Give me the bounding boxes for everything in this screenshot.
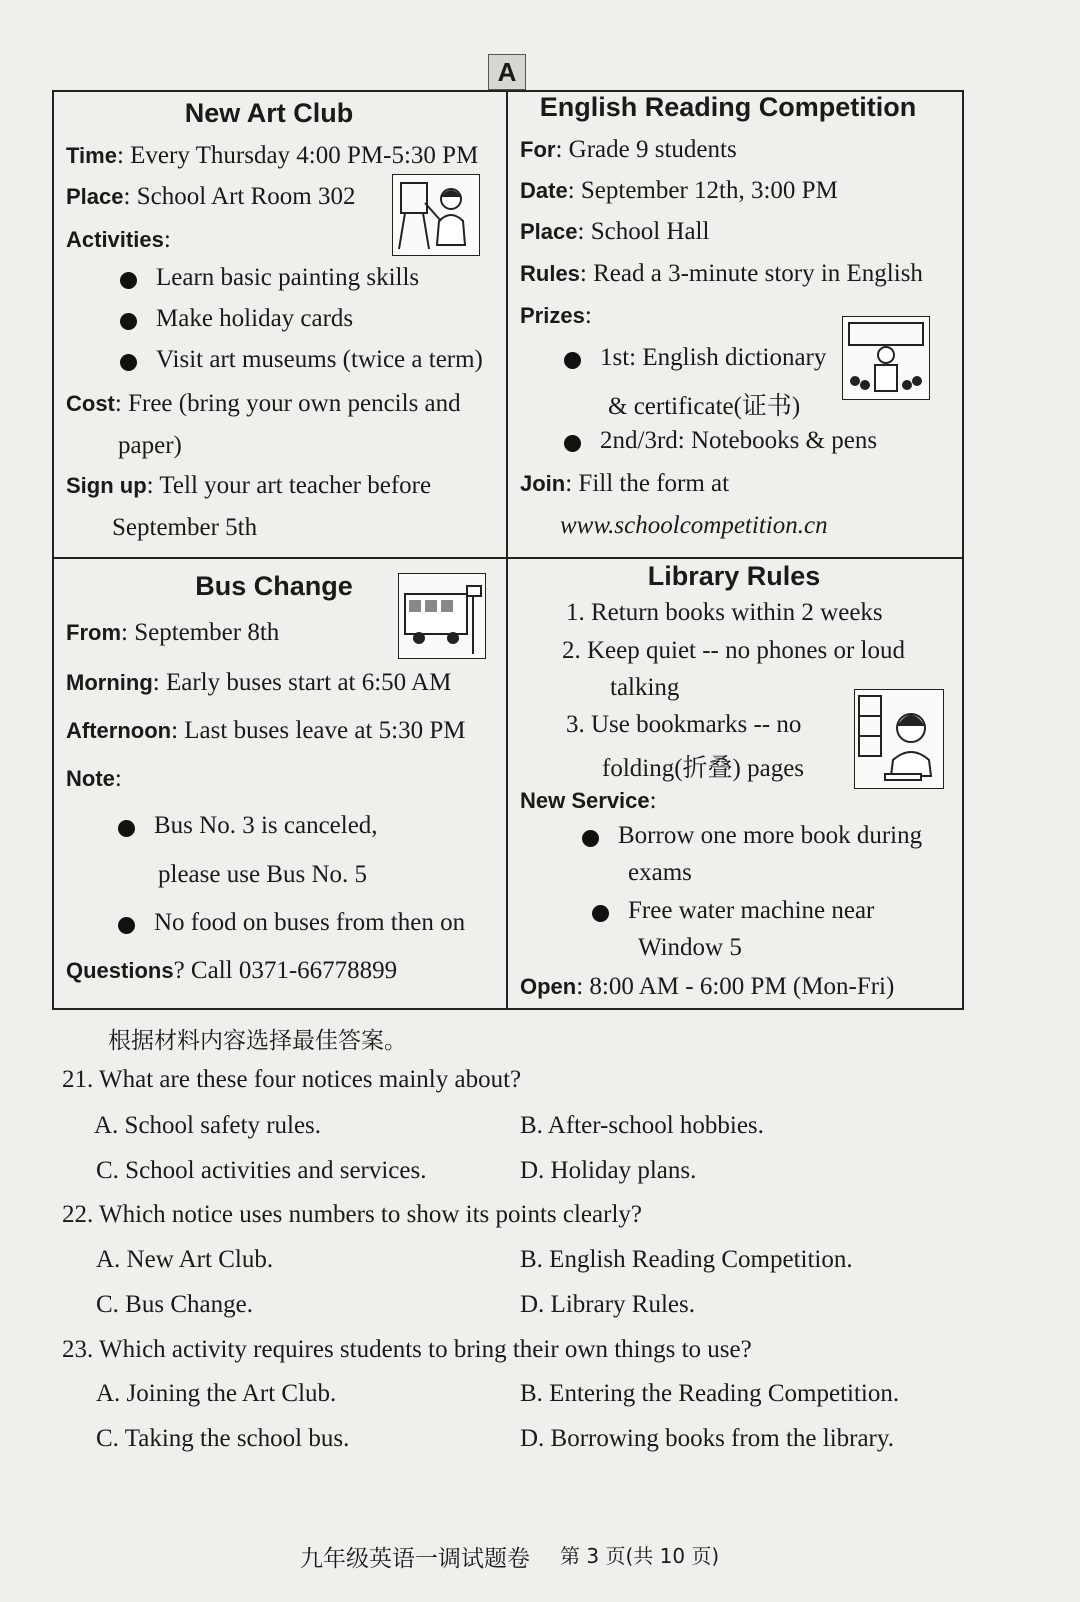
field-value-continued: September 5th xyxy=(112,514,258,541)
field-label: Prizes xyxy=(520,303,585,328)
field-label: Sign up xyxy=(66,473,147,498)
field-value: : September 12th, 3:00 PM xyxy=(567,177,838,204)
list-item: Visit art museums (twice a term) xyxy=(156,346,483,373)
option-d[interactable]: D. Borrowing books from the library. xyxy=(520,1425,895,1452)
question-stem: 23. Which activity requires students to bring their own things to use? xyxy=(62,1336,752,1363)
field-label: Morning xyxy=(66,670,153,695)
field-colon: : xyxy=(649,787,657,814)
field-label: Place xyxy=(520,219,578,244)
field-label: Join xyxy=(520,471,566,496)
list-item-continued: exams xyxy=(628,859,692,886)
footer-page-number: 第 3 页(共 10 页) xyxy=(560,1544,720,1568)
list-item: Make holiday cards xyxy=(156,305,354,332)
speaker-podium-icon xyxy=(842,316,930,400)
option-b[interactable]: B. After-school hobbies. xyxy=(520,1112,764,1139)
section-label: A xyxy=(488,54,526,90)
field-value: : Fill the form at xyxy=(565,470,730,497)
notice-art-club xyxy=(54,92,506,557)
rule-item-continued: folding(折叠) pages xyxy=(602,755,805,782)
field-label: Note xyxy=(66,766,115,791)
field-label: Time xyxy=(66,143,117,168)
field-colon: : xyxy=(114,765,122,792)
notice-grid xyxy=(52,90,964,1010)
field-value: : School Hall xyxy=(577,218,710,245)
field-value-continued: paper) xyxy=(118,432,182,459)
field-value: : School Art Room 302 xyxy=(123,183,356,210)
option-a[interactable]: A. Joining the Art Club. xyxy=(96,1380,337,1407)
notice-reading-competition xyxy=(508,92,964,557)
field-label: Date xyxy=(520,178,568,203)
field-value: : Last buses leave at 5:30 PM xyxy=(171,717,466,744)
list-item: No food on buses from then on xyxy=(154,909,466,936)
reading-girl-icon xyxy=(854,689,944,789)
field-label: Afternoon xyxy=(66,718,172,743)
field-value: ? Call 0371-66778899 xyxy=(173,957,398,984)
field-label: For xyxy=(520,137,556,162)
list-item: Learn basic painting skills xyxy=(156,264,420,291)
notice-bus-change xyxy=(54,559,506,1009)
option-a[interactable]: A. School safety rules. xyxy=(94,1112,322,1139)
join-url-link[interactable]: www.schoolcompetition.cn xyxy=(560,512,828,539)
field-value: : Every Thursday 4:00 PM-5:30 PM xyxy=(116,142,479,169)
field-value: : Tell your art teacher before xyxy=(146,472,432,499)
option-b[interactable]: B. English Reading Competition. xyxy=(520,1246,853,1273)
option-d[interactable]: D. Library Rules. xyxy=(520,1291,695,1318)
field-value: : September 8th xyxy=(121,619,280,646)
option-d[interactable]: D. Holiday plans. xyxy=(520,1157,697,1184)
list-item: 2nd/3rd: Notebooks & pens xyxy=(600,427,878,454)
notice-title: Bus Change xyxy=(195,571,353,601)
list-item: 1st: English dictionary xyxy=(600,344,827,371)
field-label: New Service xyxy=(520,788,650,813)
option-c[interactable]: C. Taking the school bus. xyxy=(96,1425,350,1452)
field-label: Open xyxy=(520,974,577,999)
field-label: Cost xyxy=(66,391,115,416)
field-value: : Read a 3-minute story in English xyxy=(579,260,923,287)
question-stem: 21. What are these four notices mainly about? xyxy=(62,1066,522,1093)
field-label: Questions xyxy=(66,958,174,983)
list-item-continued: please use Bus No. 5 xyxy=(158,861,367,888)
option-b[interactable]: B. Entering the Reading Competition. xyxy=(520,1380,900,1407)
field-label: From xyxy=(66,620,121,645)
option-c[interactable]: C. Bus Change. xyxy=(96,1291,253,1318)
field-label: Place xyxy=(66,184,124,209)
field-colon: : xyxy=(163,226,171,253)
field-colon: : xyxy=(584,302,592,329)
notice-library-rules xyxy=(508,559,964,1009)
option-c[interactable]: C. School activities and services. xyxy=(96,1157,427,1184)
painting-girl-icon xyxy=(392,174,480,256)
list-item-continued: & certificate(证书) xyxy=(608,393,801,420)
notice-title: English Reading Competition xyxy=(539,92,917,122)
field-label: Activities xyxy=(66,227,164,252)
question-stem: 22. Which notice uses numbers to show its points clearly? xyxy=(62,1201,642,1228)
footer-exam-title: 九年级英语一调试题卷 xyxy=(300,1546,530,1572)
field-value: : 8:00 AM - 6:00 PM (Mon-Fri) xyxy=(576,973,895,1000)
notice-title: New Art Club xyxy=(184,98,354,128)
list-item: Bus No. 3 is canceled, xyxy=(154,812,378,839)
field-label: Rules xyxy=(520,261,580,286)
rule-item: 3. Use bookmarks -- no xyxy=(566,711,802,738)
list-item-continued: Window 5 xyxy=(638,934,742,961)
school-bus-icon xyxy=(398,573,486,659)
notice-title: Library Rules xyxy=(647,561,821,591)
rule-item: 1. Return books within 2 weeks xyxy=(566,599,883,626)
instruction-text: 根据材料内容选择最佳答案。 xyxy=(108,1028,407,1054)
field-value: : Early buses start at 6:50 AM xyxy=(152,669,452,696)
list-item: Free water machine near xyxy=(628,897,875,924)
rule-item: 2. Keep quiet -- no phones or loud xyxy=(562,637,905,664)
field-value: : Grade 9 students xyxy=(555,136,737,163)
rule-item-continued: talking xyxy=(610,674,680,701)
field-value: : Free (bring your own pencils and xyxy=(114,390,461,417)
option-a[interactable]: A. New Art Club. xyxy=(96,1246,274,1273)
list-item: Borrow one more book during xyxy=(618,822,923,849)
